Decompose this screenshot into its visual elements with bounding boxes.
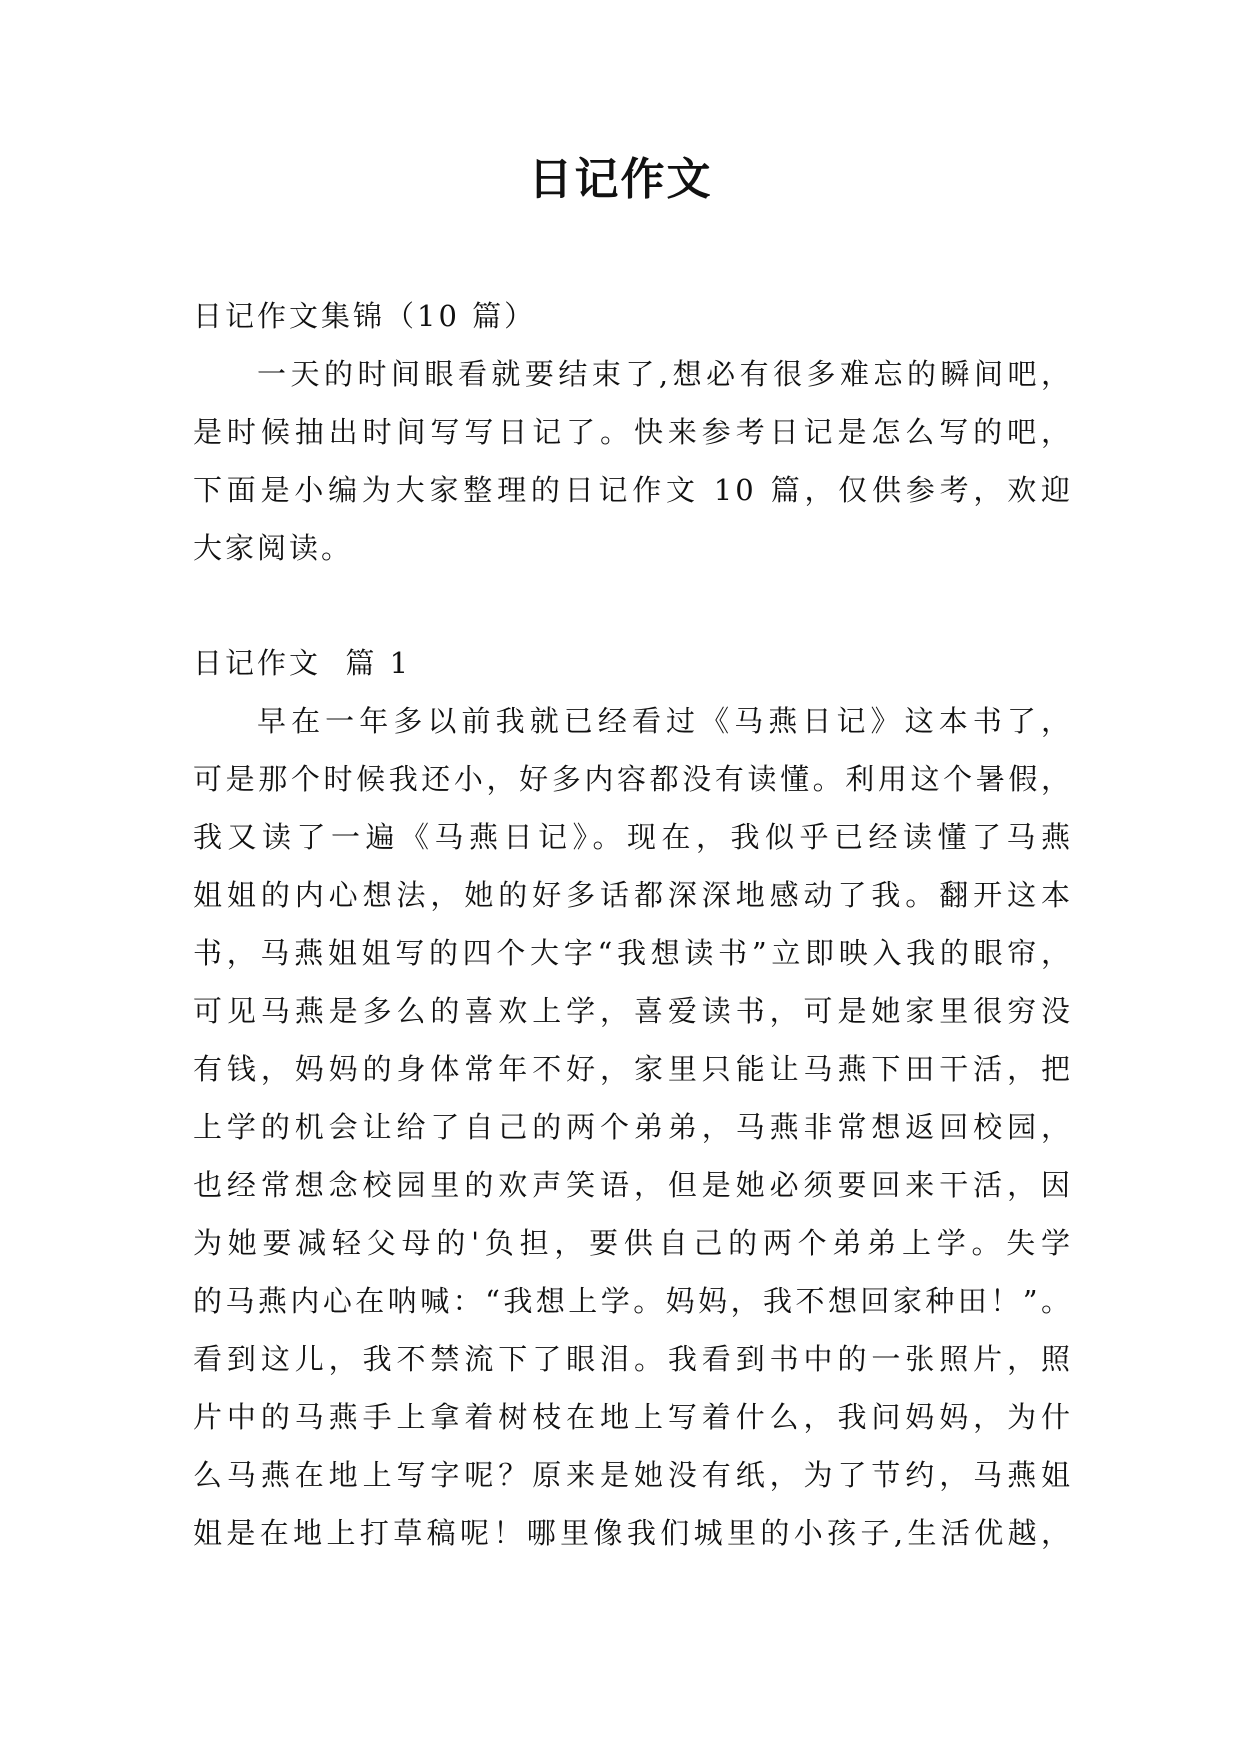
intro-section (193, 287, 1073, 577)
entry-line: 姐姐的内心想法，她的好多话都深深地感动了我。翻开这本 (193, 878, 1073, 912)
entry-line: 可见马燕是多么的喜欢上学，喜爱读书，可是她家里很穷没 (193, 994, 1073, 1028)
entry-section (193, 634, 1073, 1562)
entry-line: 么马燕在地上写字呢？原来是她没有纸，为了节约，马燕姐 (193, 1458, 1073, 1492)
collection-heading: 日记作文集锦（10 篇） (193, 299, 537, 333)
document-title: 日记作文 (528, 154, 713, 205)
entry-line: 片中的马燕手上拿着树枝在地上写着什么，我问妈妈，为什 (193, 1400, 1073, 1434)
entry-line: 姐是在地上打草稿呢！哪里像我们城里的小孩子,生活优越， (193, 1516, 1073, 1550)
entry-heading: 日记作文 篇 1 (193, 646, 412, 680)
entry-line: 为她要减轻父母的'负担，要供自己的两个弟弟上学。失学 (193, 1226, 1073, 1260)
intro-line: 是时候抽出时间写写日记了。快来参考日记是怎么写的吧， (193, 415, 1073, 449)
entry-line: 看到这儿，我不禁流下了眼泪。我看到书中的一张照片，照 (193, 1342, 1073, 1376)
intro-line: 大家阅读。 (193, 531, 354, 565)
entry-line: 也经常想念校园里的欢声笑语，但是她必须要回来干活，因 (193, 1168, 1073, 1202)
intro-line: 一天的时间眼看就要结束了,想必有很多难忘的瞬间吧， (257, 357, 1073, 391)
entry-line: 有钱，妈妈的身体常年不好，家里只能让马燕下田干活，把 (193, 1052, 1073, 1086)
entry-line: 可是那个时候我还小，好多内容都没有读懂。利用这个暑假， (193, 762, 1073, 796)
entry-line: 书，马燕姐姐写的四个大字“我想读书”立即映入我的眼帘， (193, 936, 1073, 970)
intro-line: 下面是小编为大家整理的日记作文 10 篇，仅供参考，欢迎 (193, 473, 1073, 507)
entry-line: 早在一年多以前我就已经看过《马燕日记》这本书了， (257, 704, 1073, 738)
entry-line: 的马燕内心在呐喊：“我想上学。妈妈，我不想回家种田！”。 (193, 1284, 1073, 1318)
entry-line: 上学的机会让给了自己的两个弟弟，马燕非常想返回校园， (193, 1110, 1073, 1144)
entry-line: 我又读了一遍《马燕日记》。现在，我似乎已经读懂了马燕 (193, 820, 1073, 854)
